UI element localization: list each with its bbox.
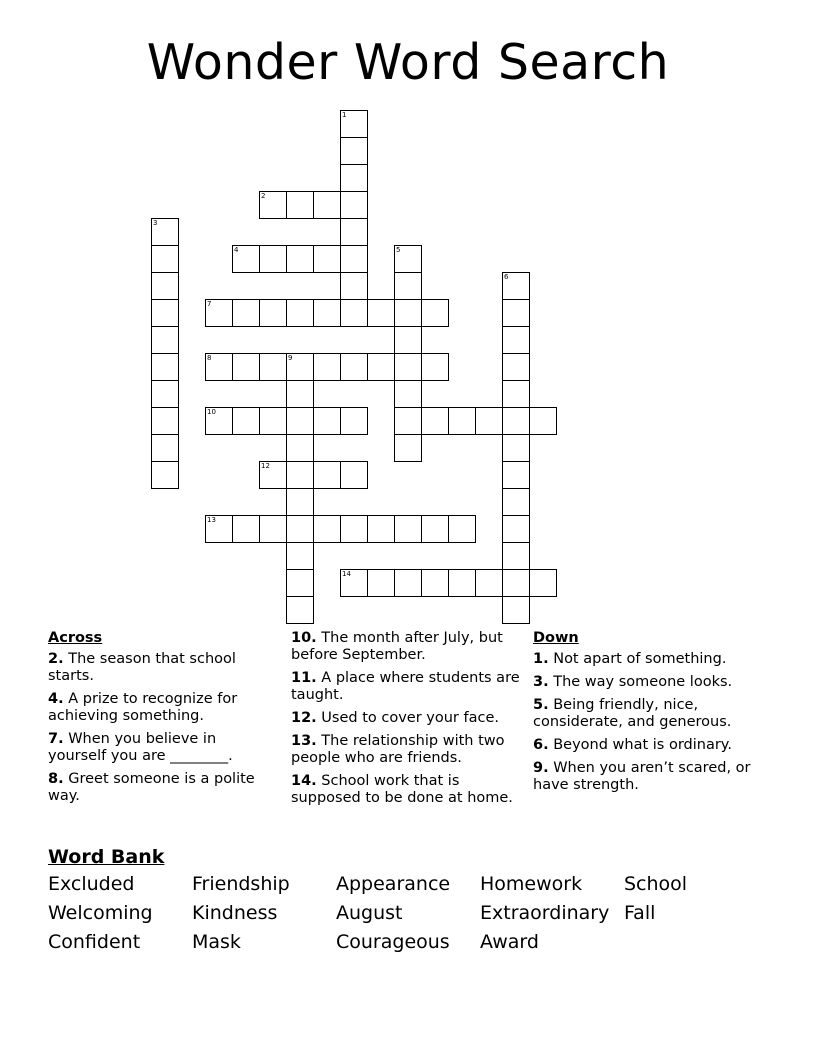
- crossword-cell[interactable]: [286, 569, 314, 597]
- crossword-cell[interactable]: [313, 407, 341, 435]
- across-heading: Across: [48, 630, 103, 646]
- crossword-cell[interactable]: [502, 299, 530, 327]
- clue-number: 14: [342, 570, 351, 578]
- crossword-cell[interactable]: [502, 488, 530, 516]
- word-bank-item: Appearance: [336, 873, 451, 895]
- crossword-cell[interactable]: [313, 353, 341, 381]
- crossword-cell[interactable]: [394, 326, 422, 354]
- crossword-cell[interactable]: [502, 542, 530, 570]
- crossword-cell[interactable]: [151, 326, 179, 354]
- clue-across-8: 8. Greet someone is a polite way.: [48, 771, 255, 804]
- crossword-cell[interactable]: [286, 461, 314, 489]
- crossword-cell[interactable]: [340, 191, 368, 219]
- crossword-cell[interactable]: [340, 407, 368, 435]
- crossword-cell[interactable]: [421, 353, 449, 381]
- word-bank-heading: Word Bank: [48, 846, 165, 868]
- crossword-cell[interactable]: [448, 515, 476, 543]
- word-bank-item: Excluded: [48, 873, 135, 895]
- crossword-cell-9[interactable]: [286, 353, 314, 381]
- clue-down-6: 6. Beyond what is ordinary.: [533, 737, 732, 753]
- crossword-cell[interactable]: [151, 461, 179, 489]
- crossword-cell[interactable]: [286, 299, 314, 327]
- crossword-cell[interactable]: [313, 515, 341, 543]
- word-bank-item: Homework: [480, 873, 583, 895]
- crossword-cell[interactable]: [394, 299, 422, 327]
- crossword-cell[interactable]: [502, 434, 530, 462]
- crossword-cell[interactable]: [313, 191, 341, 219]
- crossword-cell[interactable]: [394, 380, 422, 408]
- crossword-cell[interactable]: [232, 353, 260, 381]
- crossword-cell[interactable]: [340, 353, 368, 381]
- clue-down-5: 5. Being friendly, nice, considerate, and generous.: [533, 697, 732, 730]
- crossword-cell[interactable]: [394, 515, 422, 543]
- crossword-cell[interactable]: [448, 407, 476, 435]
- crossword-cell[interactable]: [286, 407, 314, 435]
- clue-number: 2: [261, 192, 266, 200]
- down-clues: [533, 630, 763, 800]
- across-clues-col2: [291, 630, 521, 813]
- crossword-cell[interactable]: [502, 326, 530, 354]
- crossword-cell[interactable]: [286, 515, 314, 543]
- word-bank-item: Award: [480, 931, 539, 953]
- crossword-cell[interactable]: [259, 299, 287, 327]
- crossword-cell[interactable]: [529, 569, 557, 597]
- crossword-cell[interactable]: [151, 353, 179, 381]
- across-clues-col1: [48, 630, 270, 811]
- crossword-cell-13[interactable]: [205, 515, 233, 543]
- crossword-cell[interactable]: [340, 218, 368, 246]
- crossword-cell[interactable]: [421, 299, 449, 327]
- clue-across-13: 13. The relationship with two people who are friends.: [291, 733, 505, 766]
- crossword-cell[interactable]: [421, 515, 449, 543]
- crossword-cell[interactable]: [259, 407, 287, 435]
- clue-number: 13: [207, 516, 216, 524]
- crossword-cell[interactable]: [232, 299, 260, 327]
- crossword-cell[interactable]: [340, 137, 368, 165]
- clue-down-9: 9. When you aren’t scared, or have strength.: [533, 760, 751, 793]
- crossword-cell[interactable]: [313, 299, 341, 327]
- crossword-cell-8[interactable]: [205, 353, 233, 381]
- clue-number: 4: [234, 246, 239, 254]
- crossword-cell[interactable]: [259, 353, 287, 381]
- word-bank-item: Extraordinary: [480, 902, 610, 924]
- crossword-cell[interactable]: [232, 407, 260, 435]
- crossword-cell[interactable]: [502, 596, 530, 624]
- crossword-cell[interactable]: [475, 569, 503, 597]
- word-bank-item: Fall: [624, 902, 656, 924]
- clue-number: 5: [396, 246, 401, 254]
- crossword-cell[interactable]: [394, 272, 422, 300]
- crossword-cell[interactable]: [286, 191, 314, 219]
- crossword-cell[interactable]: [259, 245, 287, 273]
- crossword-cell[interactable]: [340, 272, 368, 300]
- crossword-cell-14[interactable]: [340, 569, 368, 597]
- word-bank-item: Courageous: [336, 931, 450, 953]
- clue-number: 10: [207, 408, 216, 416]
- crossword-cell[interactable]: [340, 461, 368, 489]
- clue-number: 7: [207, 300, 212, 308]
- crossword-cell[interactable]: [502, 461, 530, 489]
- crossword-cell[interactable]: [394, 434, 422, 462]
- crossword-cell[interactable]: [367, 515, 395, 543]
- crossword-cell[interactable]: [475, 407, 503, 435]
- crossword-cell[interactable]: [286, 245, 314, 273]
- clue-across-10: 10. The month after July, but before September.: [291, 630, 503, 663]
- crossword-cell-2[interactable]: [259, 191, 287, 219]
- crossword-cell[interactable]: [394, 569, 422, 597]
- clue-across-11: 11. A place where students are taught.: [291, 670, 520, 703]
- crossword-cell-12[interactable]: [259, 461, 287, 489]
- word-bank-item: Kindness: [192, 902, 278, 924]
- crossword-cell[interactable]: [394, 407, 422, 435]
- clue-number: 12: [261, 462, 270, 470]
- crossword-cell[interactable]: [151, 407, 179, 435]
- clue-across-2: 2. The season that school starts.: [48, 651, 236, 684]
- crossword-cell[interactable]: [151, 299, 179, 327]
- clue-across-12: 12. Used to cover your face.: [291, 710, 499, 726]
- crossword-cell-3[interactable]: [151, 218, 179, 246]
- crossword-cell[interactable]: [394, 353, 422, 381]
- crossword-cell[interactable]: [340, 245, 368, 273]
- crossword-cell[interactable]: [367, 569, 395, 597]
- crossword-cell-7[interactable]: [205, 299, 233, 327]
- clue-number: 6: [504, 273, 509, 281]
- crossword-cell[interactable]: [232, 515, 260, 543]
- crossword-cell-5[interactable]: [394, 245, 422, 273]
- crossword-cell[interactable]: [502, 353, 530, 381]
- clue-number: 9: [288, 354, 293, 362]
- crossword-cell[interactable]: [286, 380, 314, 408]
- crossword-cell[interactable]: [367, 299, 395, 327]
- crossword-cell[interactable]: [367, 353, 395, 381]
- clue-number: 3: [153, 219, 158, 227]
- clue-across-7: 7. When you believe in yourself you are ________.: [48, 731, 233, 764]
- clue-number: 1: [342, 111, 347, 119]
- clue-across-4: 4. A prize to recognize for achieving something.: [48, 691, 238, 724]
- word-bank-item: School: [624, 873, 688, 895]
- crossword-cell[interactable]: [448, 569, 476, 597]
- clue-across-14: 14. School work that is supposed to be done at home.: [291, 773, 513, 806]
- crossword-cell-1[interactable]: [340, 110, 368, 138]
- crossword-cell[interactable]: [151, 434, 179, 462]
- crossword-cell[interactable]: [286, 434, 314, 462]
- word-bank-item: August: [336, 902, 403, 924]
- crossword-cell[interactable]: [502, 515, 530, 543]
- word-bank-item: Friendship: [192, 873, 290, 895]
- crossword-cell[interactable]: [313, 245, 341, 273]
- crossword-cell[interactable]: [286, 488, 314, 516]
- crossword-cell[interactable]: [259, 515, 287, 543]
- crossword-cell[interactable]: [151, 272, 179, 300]
- word-bank-item: Welcoming: [48, 902, 153, 924]
- crossword-cell-6[interactable]: [502, 272, 530, 300]
- crossword-cell[interactable]: [529, 407, 557, 435]
- clue-down-1: 1. Not apart of something.: [533, 651, 727, 667]
- crossword-cell[interactable]: [340, 515, 368, 543]
- word-bank-item: Mask: [192, 931, 241, 953]
- word-bank-item: Confident: [48, 931, 141, 953]
- crossword-cell-10[interactable]: [205, 407, 233, 435]
- crossword-cell-4[interactable]: [232, 245, 260, 273]
- crossword-cell[interactable]: [286, 542, 314, 570]
- crossword-cell[interactable]: [421, 407, 449, 435]
- crossword-cell[interactable]: [340, 164, 368, 192]
- crossword-cell[interactable]: [151, 380, 179, 408]
- crossword-cell[interactable]: [421, 569, 449, 597]
- crossword-cell[interactable]: [286, 596, 314, 624]
- crossword-cell[interactable]: [313, 461, 341, 489]
- crossword-cell[interactable]: [502, 380, 530, 408]
- crossword-cell[interactable]: [502, 569, 530, 597]
- crossword-cell[interactable]: [151, 245, 179, 273]
- clue-down-3: 3. The way someone looks.: [533, 674, 733, 690]
- down-heading: Down: [533, 630, 579, 646]
- page-title: Wonder Word Search: [146, 34, 670, 91]
- clue-number: 8: [207, 354, 212, 362]
- crossword-cell[interactable]: [502, 407, 530, 435]
- crossword-cell[interactable]: [340, 299, 368, 327]
